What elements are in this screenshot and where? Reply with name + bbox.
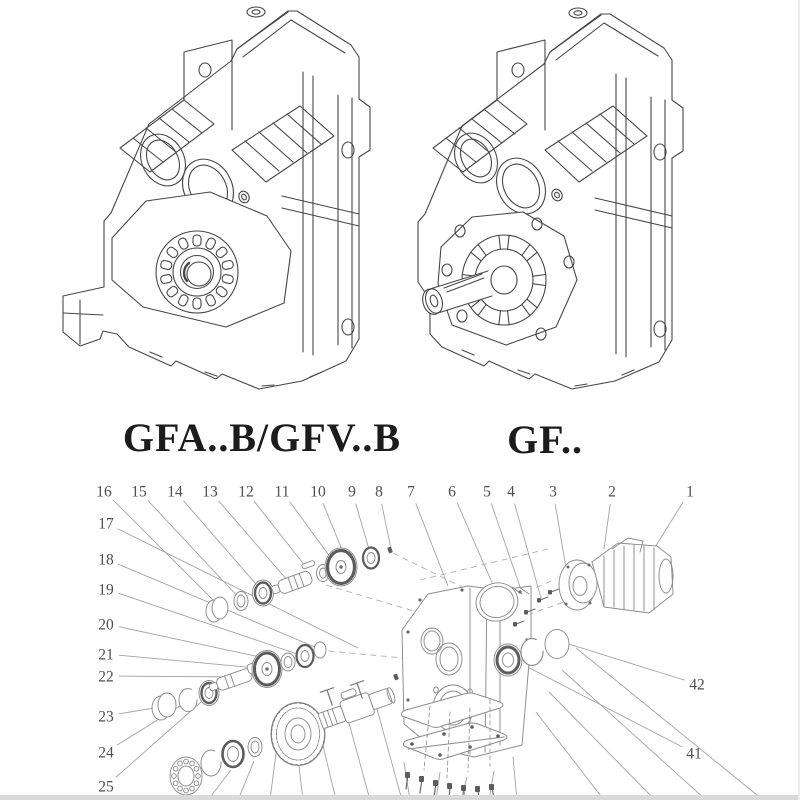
part-callout-41: 41 bbox=[686, 745, 702, 763]
leader-line bbox=[382, 504, 391, 549]
part-callout-9: 9 bbox=[348, 483, 356, 501]
part-callout-42: 42 bbox=[689, 676, 705, 694]
leader-line bbox=[349, 723, 370, 800]
part-callout-11: 11 bbox=[274, 483, 290, 501]
part-callout-23: 23 bbox=[98, 708, 114, 726]
input-pinion bbox=[270, 570, 313, 597]
leader-line bbox=[118, 529, 358, 648]
leader-line bbox=[515, 504, 541, 598]
leader-line bbox=[512, 659, 682, 747]
leader-line bbox=[270, 753, 276, 800]
part-callout-16: 16 bbox=[96, 483, 112, 501]
part-callout-25: 25 bbox=[98, 778, 114, 796]
part-callout-3: 3 bbox=[549, 483, 557, 501]
part-callout-8: 8 bbox=[375, 483, 383, 501]
part-callout-7: 7 bbox=[407, 483, 415, 501]
exploded-parts-diagram bbox=[96, 484, 757, 800]
leader-line bbox=[377, 709, 402, 800]
leader-line bbox=[536, 712, 604, 800]
part-callout-10: 10 bbox=[310, 483, 326, 501]
leader-line bbox=[219, 501, 288, 581]
model-label-gfab: GFA..B/GFV..B bbox=[122, 415, 402, 460]
solid-shaft-gearbox-illustration bbox=[418, 8, 683, 389]
input-shaft-parts bbox=[206, 546, 393, 622]
part-callout-2: 2 bbox=[608, 483, 616, 501]
part-callout-21: 21 bbox=[98, 646, 114, 664]
leader-line bbox=[119, 655, 268, 669]
part-callout-24: 24 bbox=[98, 744, 114, 762]
leader-line bbox=[416, 503, 448, 586]
callout-labels bbox=[96, 484, 705, 796]
part-callout-13: 13 bbox=[202, 483, 218, 501]
page-edge-shadow bbox=[0, 795, 800, 800]
model-label-gf: GF.. bbox=[507, 417, 583, 462]
leader-line bbox=[559, 641, 685, 680]
leader-line bbox=[184, 501, 262, 591]
part-callout-18: 18 bbox=[98, 551, 114, 569]
part-callout-19: 19 bbox=[98, 581, 114, 599]
leader-line bbox=[254, 501, 306, 567]
part-callout-5: 5 bbox=[483, 483, 491, 501]
part-callout-12: 12 bbox=[238, 483, 254, 501]
part-callout-14: 14 bbox=[167, 483, 183, 501]
leader-line bbox=[576, 648, 757, 795]
motor-unit bbox=[559, 538, 673, 613]
part-callout-1: 1 bbox=[686, 483, 694, 501]
part-callout-15: 15 bbox=[131, 483, 147, 501]
leader-line bbox=[604, 504, 610, 549]
part-callout-6: 6 bbox=[448, 483, 456, 501]
leader-line bbox=[549, 692, 655, 800]
leader-line bbox=[457, 503, 497, 594]
hollow-shaft-gearbox-illustration bbox=[63, 7, 370, 389]
leader-line bbox=[562, 670, 706, 800]
part-callout-22: 22 bbox=[98, 668, 114, 686]
output-shaft bbox=[314, 676, 398, 731]
part-callout-20: 20 bbox=[98, 616, 114, 634]
part-callout-17: 17 bbox=[98, 515, 114, 533]
part-callout-4: 4 bbox=[507, 483, 515, 501]
leader-line bbox=[513, 757, 517, 800]
